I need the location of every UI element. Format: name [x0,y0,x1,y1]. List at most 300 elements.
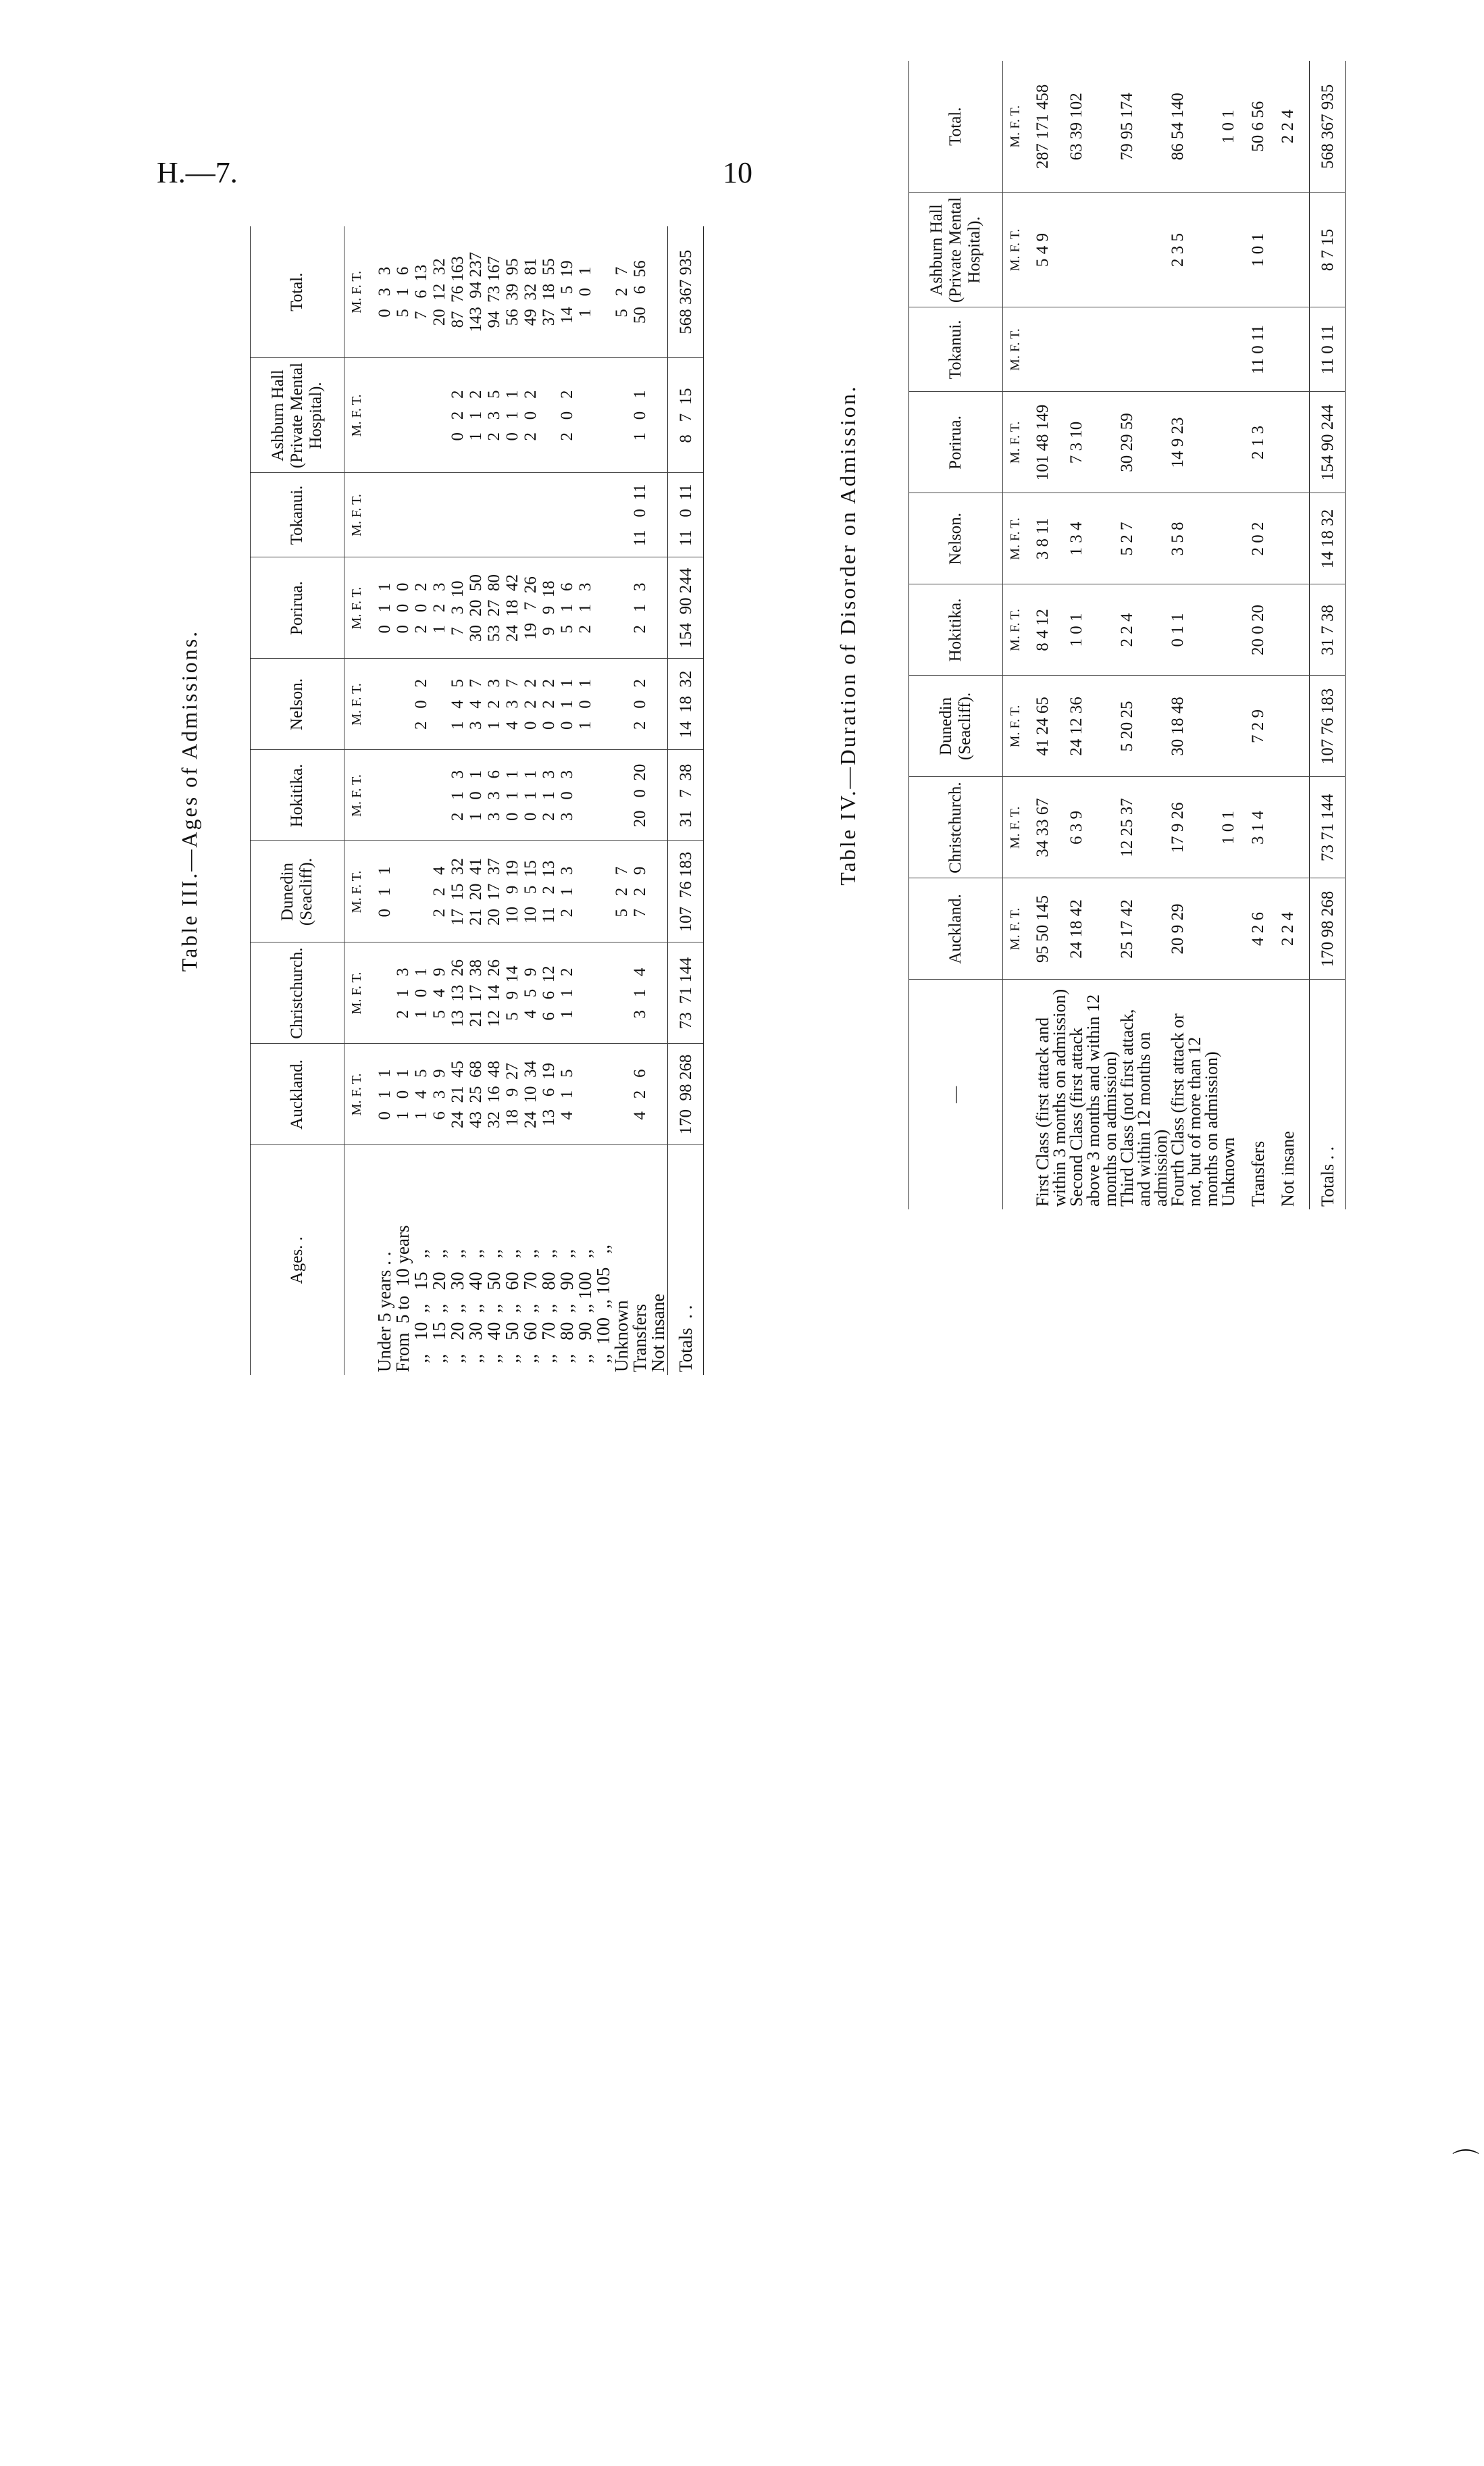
table-cell: 2 2 4 [1279,878,1310,980]
column-subheader: M. F. T. [344,358,369,473]
table-cell: 170 98 268 [1310,878,1346,980]
table-cell: 2 1 3 [449,750,467,841]
table-row [1220,61,1250,1209]
table-cell: 2 0 2 [412,557,430,659]
table-cell: 7 3 10 [449,557,467,659]
column-subheader: M. F. T. [344,750,369,841]
table-cell: 24 18 42 [503,557,521,659]
table-cell: 1 0 1 [467,750,485,841]
table-cell [1068,193,1119,307]
row-label: First Class (first attack and within 3 months on admission) [1033,988,1069,1207]
table-row [394,226,412,1375]
table-cell: 7 6 13 [412,226,430,358]
table-cell: 21 20 41 [467,841,485,942]
row-label: ,, 70 ,, 80 ,, [538,1249,559,1372]
table-cell: 20 12 32 [430,226,449,358]
table-cell: 1 1 2 [467,358,485,473]
table-cell: 0 1 1 [521,750,540,841]
table-row [485,226,503,1375]
table-cell [540,473,558,557]
column-header: Ashburn Hall (Private Mental Hospital). [909,193,1003,307]
table-cell: 568 367 935 [1310,61,1346,193]
column-header: Nelson. [251,659,344,750]
table-cell: 5 2 7 [1119,493,1169,584]
column-subheader: M. F. T. [344,226,369,358]
table-cell [1220,392,1250,493]
table-cell: 5 1 6 [558,557,576,659]
table-cell [1279,493,1310,584]
table-cell [649,473,668,557]
table-cell: 21 17 38 [467,942,485,1044]
column-subheader: M. F. T. [1003,584,1028,676]
table-cell: 2 3 5 [1169,193,1220,307]
table-cell: 86 54 140 [1169,61,1220,193]
table-cell: 17 9 26 [1169,777,1220,878]
table-cell: 8 7 15 [668,358,704,473]
table-cell: 3 1 4 [1250,777,1279,878]
table-cell [1279,392,1310,493]
table-cell [613,1044,631,1145]
table-cell: 1 0 1 [412,942,430,1044]
table-iii-block [169,226,757,1375]
table-cell: 11 0 11 [1310,307,1346,392]
table-cell: 20 0 20 [1250,584,1279,676]
table-cell: 50 6 56 [631,226,649,358]
table-cell: 14 18 32 [1310,493,1346,584]
table-cell: 87 76 163 [449,226,467,358]
table-cell: 94 73 167 [485,226,503,358]
table-cell: 4 1 5 [558,1044,576,1145]
column-header: Christchurch. [909,777,1003,878]
table-cell: 1 3 4 [1068,493,1119,584]
table-cell: 1 2 3 [485,659,503,750]
table-cell: 8 4 12 [1027,584,1068,676]
table-cell: 2 2 4 [1119,584,1169,676]
row-label: Transfers [630,1304,650,1372]
table-cell: 8 7 15 [1310,193,1346,307]
table-row [503,226,521,1375]
table-cell: 5 9 14 [503,942,521,1044]
table-cell: 6 6 12 [540,942,558,1044]
table-cell: 3 1 4 [631,942,649,1044]
table-cell [1220,676,1250,777]
table-cell [369,473,394,557]
row-label: Unknown [1219,1137,1238,1207]
table-row [558,226,576,1375]
table-cell [1119,307,1169,392]
table-cell [467,473,485,557]
table-row [1027,61,1068,1209]
table-cell [558,473,576,557]
table-cell [613,942,631,1044]
table-cell: 4 2 6 [631,1044,649,1145]
table-cell [1279,584,1310,676]
table-cell: 2 0 2 [558,358,576,473]
row-label: Totals . . [668,1145,704,1375]
table-iii [250,226,704,1375]
table-cell [613,750,631,841]
column-subheader: M. F. T. [1003,392,1028,493]
column-header: Hokitika. [251,750,344,841]
table-cell [576,841,594,942]
table-cell: 107 76 183 [1310,676,1346,777]
column-header: Dunedin (Seacliff). [909,676,1003,777]
table-cell [576,1044,594,1145]
column-subheader: M. F. T. [344,942,369,1044]
table-cell [1220,493,1250,584]
table-cell: 1 0 1 [1250,193,1279,307]
column-subheader: M. F. T. [344,659,369,750]
table-cell: 20 9 29 [1169,878,1220,980]
table-cell [613,473,631,557]
column-header: Tokanui. [909,307,1003,392]
table-cell [369,659,394,750]
table-row [449,226,467,1375]
table-cell [503,473,521,557]
table-cell: 11 0 11 [668,473,704,557]
table-cell: 10 5 15 [521,841,540,942]
table-cell [1279,676,1310,777]
table-cell: 5 4 9 [430,942,449,1044]
table-cell [649,750,668,841]
table-cell: 20 17 37 [485,841,503,942]
table-cell: 73 71 144 [668,942,704,1044]
row-label: ,, 30 ,, 40 ,, [465,1249,486,1372]
table-cell: 11 0 11 [1250,307,1279,392]
table-cell [430,473,449,557]
table-cell [412,841,430,942]
column-header: Ages. . [251,1145,344,1375]
table-cell: 24 10 34 [521,1044,540,1145]
column-subheader: M. F. T. [1003,676,1028,777]
table-cell [649,226,668,358]
row-label: Under 5 years . . [374,1251,394,1372]
table-cell: 56 39 95 [503,226,521,358]
table-cell [594,659,613,750]
table-cell: 1 0 1 [1068,584,1119,676]
table-cell: 9 9 18 [540,557,558,659]
table-cell: 95 50 145 [1027,878,1068,980]
table-cell: 154 90 244 [668,557,704,659]
column-header: Auckland. [909,878,1003,980]
table-cell: 4 3 7 [503,659,521,750]
page-number: 10 [723,156,752,189]
table-cell [576,358,594,473]
table-cell [430,750,449,841]
column-header: Nelson. [909,493,1003,584]
table-cell: 41 24 65 [1027,676,1068,777]
table-cell [1279,777,1310,878]
table-cell: 1 4 5 [412,1044,430,1145]
column-header: Dunedin (Seacliff). [251,841,344,942]
row-label: ,, 10 ,, 15 ,, [411,1249,431,1372]
table-cell [613,659,631,750]
table-cell: 2 1 3 [394,942,412,1044]
table-cell: 3 5 8 [1169,493,1220,584]
table-cell: 1 0 1 [1220,777,1250,878]
table-cell [430,659,449,750]
table-cell [594,358,613,473]
table-cell: 0 2 2 [540,659,558,750]
table-cell [649,557,668,659]
table-cell: 4 2 6 [1250,878,1279,980]
table-cell: 2 3 5 [485,358,503,473]
table-cell: 10 9 19 [503,841,521,942]
table-cell [1068,307,1119,392]
row-label: ,, 50 ,, 60 ,, [502,1249,522,1372]
table-cell: 18 9 27 [503,1044,521,1145]
table-cell: 3 4 7 [467,659,485,750]
table-cell: 12 14 26 [485,942,503,1044]
table-cell [649,358,668,473]
column-subheader: M. F. T. [344,841,369,942]
table-cell: 1 4 5 [449,659,467,750]
table-cell: 2 1 3 [1250,392,1279,493]
column-subheader: M. F. T. [344,473,369,557]
table-row [369,226,394,1375]
table-cell: 30 29 59 [1119,392,1169,493]
column-header: — [909,980,1003,1209]
table-cell [412,750,430,841]
table-iv [909,61,1346,1209]
table-row [594,226,613,1375]
table-cell: 14 9 23 [1169,392,1220,493]
page-mark: ⌒ [1452,2148,1479,2178]
column-subheader: M. F. T. [1003,493,1028,584]
table-cell: 6 3 9 [1068,777,1119,878]
table-cell: 3 8 11 [1027,493,1068,584]
table-cell [394,659,412,750]
table-cell: 11 0 11 [631,473,649,557]
table-cell: 5 4 9 [1027,193,1068,307]
table-cell [394,473,412,557]
table-cell [540,358,558,473]
row-label: ,, 40 ,, 50 ,, [484,1249,504,1372]
row-label: ,, 15 ,, 20 ,, [429,1249,449,1372]
table-cell: 50 6 56 [1250,61,1279,193]
table-cell: 0 1 1 [369,1044,394,1145]
table-cell [594,750,613,841]
table-cell: 0 2 2 [521,659,540,750]
table-cell: 3 0 3 [558,750,576,841]
table-cell [485,473,503,557]
table-cell: 0 1 1 [369,557,394,659]
table-cell [649,659,668,750]
table-cell: 34 33 67 [1027,777,1068,878]
table-cell: 7 2 9 [631,841,649,942]
table-cell: 170 98 268 [668,1044,704,1145]
table-cell: 4 5 9 [521,942,540,1044]
table-cell: 5 20 25 [1119,676,1169,777]
table-cell [394,358,412,473]
table-cell [613,557,631,659]
table-row [576,226,594,1375]
table-cell [412,473,430,557]
table-cell [1220,193,1250,307]
page-header-ref: H.—7. [157,156,238,189]
column-header: Total. [251,226,344,358]
table-cell [1279,193,1310,307]
row-label: ,, 60 ,, 70 ,, [520,1249,540,1372]
row-label: Fourth Class (first attack or not, but of more than 12 months on admission) [1168,1013,1221,1207]
table-cell: 0 2 2 [449,358,467,473]
table-cell [1220,307,1250,392]
table-cell [576,750,594,841]
table-cell: 43 25 68 [467,1044,485,1145]
table-cell [594,841,613,942]
table-iv-block [827,61,1337,1209]
table-cell [649,1044,668,1145]
table-cell: 32 16 48 [485,1044,503,1145]
table-cell: 5 1 6 [394,226,412,358]
table-cell: 37 18 55 [540,226,558,358]
column-subheader: M. F. T. [1003,307,1028,392]
table-cell: 1 0 1 [1220,61,1250,193]
table-cell: 13 13 26 [449,942,467,1044]
table-row [613,226,631,1375]
table-cell [594,1044,613,1145]
table-cell: 79 95 174 [1119,61,1169,193]
table-cell [594,226,613,358]
table-cell [369,358,394,473]
table-cell: 154 90 244 [1310,392,1346,493]
table-cell: 2 0 2 [521,358,540,473]
row-label: ,, 80 ,, 90 ,, [557,1249,577,1372]
table-cell [594,942,613,1044]
table-cell: 73 71 144 [1310,777,1346,878]
row-label: Unknown [611,1300,632,1372]
column-subheader: M. F. T. [1003,777,1028,878]
table-row [631,226,649,1375]
column-subheader [344,1145,369,1375]
table-cell: 2 0 2 [412,659,430,750]
column-header: Ashburn Hall (Private Mental Hospital). [251,358,344,473]
totals-row [1310,61,1346,1209]
table-cell: 6 3 9 [430,1044,449,1145]
table-cell: 14 5 19 [558,226,576,358]
table-cell: 2 2 4 [430,841,449,942]
table-cell: 1 0 1 [394,1044,412,1145]
table-row [1169,61,1220,1209]
table-row [430,226,449,1375]
table-cell: 143 94 237 [467,226,485,358]
table-cell: 0 3 3 [369,226,394,358]
table-cell [1279,307,1310,392]
table-cell [430,358,449,473]
table-cell: 11 2 13 [540,841,558,942]
table-cell: 1 0 1 [576,226,594,358]
table-cell: 63 39 102 [1068,61,1119,193]
table-cell [394,841,412,942]
row-label: Third Class (not first attack, and within 12 months on admission) [1117,1009,1171,1207]
column-header: Total. [909,61,1003,193]
table-cell: 0 1 1 [558,659,576,750]
column-header: Christchurch. [251,942,344,1044]
column-subheader: M. F. T. [1003,878,1028,980]
table-cell: 0 1 1 [369,841,394,942]
table-cell: 2 1 3 [576,557,594,659]
table-cell [594,473,613,557]
table-cell: 2 1 3 [540,750,558,841]
table-cell: 30 20 50 [467,557,485,659]
table-row [412,226,430,1375]
table-row [1068,61,1119,1209]
row-label: ,, 100 ,, 105 ,, [593,1244,613,1372]
table-row [649,226,668,1375]
table-row [521,226,540,1375]
table-cell [576,473,594,557]
table-cell [369,942,394,1044]
table-cell: 24 12 36 [1068,676,1119,777]
table-cell [369,750,394,841]
table-row [1279,61,1310,1209]
table-cell: 2 1 3 [558,841,576,942]
table-cell [576,942,594,1044]
row-label: Transfers [1248,1140,1268,1207]
row-label: From 5 to 10 years [392,1225,413,1372]
table-cell: 568 367 935 [668,226,704,358]
table-cell [394,750,412,841]
table-cell: 5 2 7 [613,226,631,358]
table-cell: 30 18 48 [1169,676,1220,777]
table-cell: 24 18 42 [1068,878,1119,980]
table-cell [649,942,668,1044]
table-cell: 0 1 1 [1169,584,1220,676]
table-row [1250,61,1279,1209]
table-cell: 25 17 42 [1119,878,1169,980]
column-subheader: M. F. T. [1003,61,1028,193]
column-header: Auckland. [251,1044,344,1145]
table-cell: 0 1 1 [503,358,521,473]
table-cell: 2 1 3 [631,557,649,659]
table-cell [1027,307,1068,392]
column-subheader: M. F. T. [344,1044,369,1145]
table-cell: 31 7 38 [668,750,704,841]
row-label: Not insane [1278,1131,1298,1207]
table-row [467,226,485,1375]
table-cell: 13 6 19 [540,1044,558,1145]
row-label: Totals . . [1310,980,1346,1209]
table-cell: 3 3 6 [485,750,503,841]
table-cell: 1 0 1 [576,659,594,750]
table-row [1119,61,1169,1209]
column-subheader: M. F. T. [1003,193,1028,307]
table-cell: 14 18 32 [668,659,704,750]
column-header: Hokitika. [909,584,1003,676]
table-iv-title: Table IV.—Duration of Disorder on Admission. [836,384,860,886]
table-cell: 12 25 37 [1119,777,1169,878]
row-label: Second Class (first attack above 3 months and within 12 months on admission) [1067,994,1120,1207]
table-cell [412,358,430,473]
table-cell: 0 1 1 [503,750,521,841]
column-header: Porirua. [251,557,344,659]
table-cell [1119,193,1169,307]
table-cell: 5 2 7 [613,841,631,942]
table-cell: 1 2 3 [430,557,449,659]
table-cell: 1 1 2 [558,942,576,1044]
table-cell: 24 21 45 [449,1044,467,1145]
column-header: Porirua. [909,392,1003,493]
table-cell: 1 0 1 [631,358,649,473]
table-cell: 49 32 81 [521,226,540,358]
table-cell: 19 7 26 [521,557,540,659]
table-iii-title: Table III.—Ages of Admissions. [177,629,201,972]
table-cell: 2 0 2 [631,659,649,750]
table-cell: 7 3 10 [1068,392,1119,493]
totals-row [668,226,704,1375]
row-label: ,, 90 ,, 100 ,, [575,1249,595,1372]
table-cell: 101 48 149 [1027,392,1068,493]
